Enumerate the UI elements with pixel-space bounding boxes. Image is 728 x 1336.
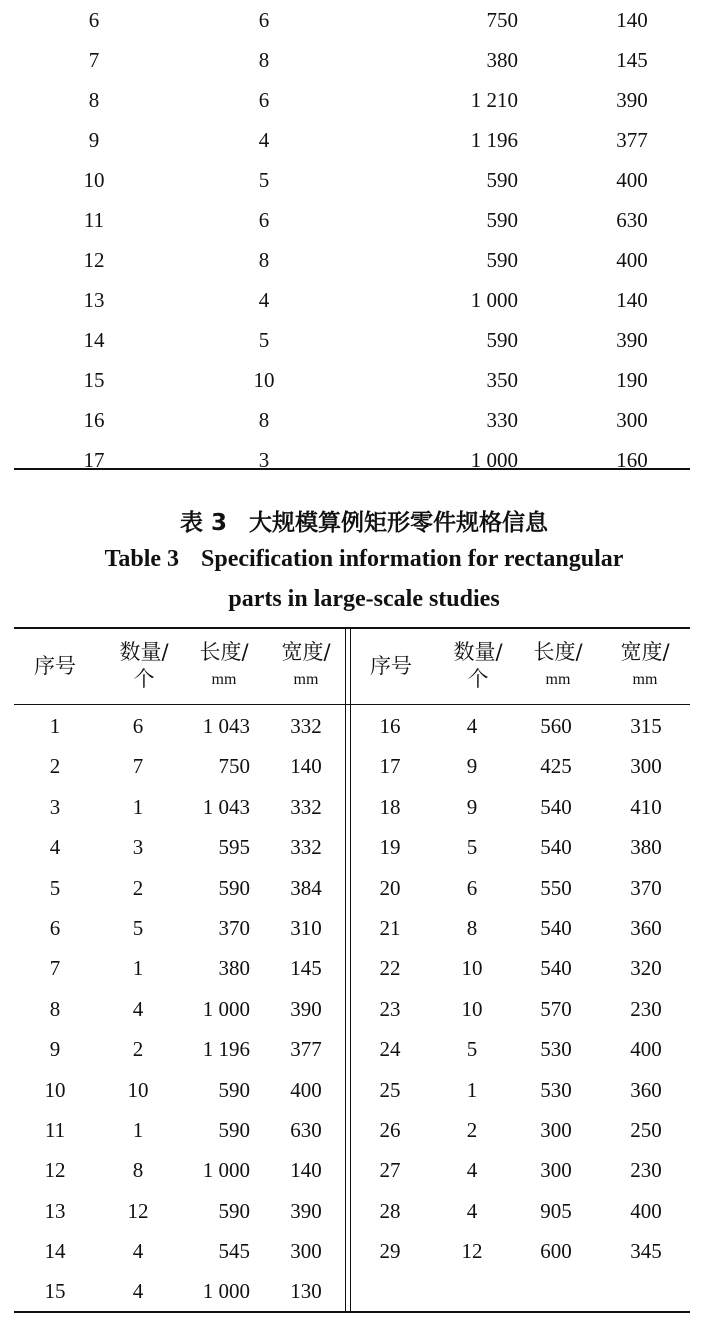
table-cell: 3 [258,447,270,472]
table-cell: 12 [83,247,105,272]
table-caption-english-line2 [0,586,728,613]
table-cell: 315 [630,714,662,738]
table-cell: 15 [44,1279,66,1304]
table-row [350,1110,690,1150]
table-cell: 8 [258,247,270,272]
table-cell: 6 [88,7,100,32]
header-quantity-unit: 个 [467,667,489,691]
table-cell: 8 [49,996,61,1021]
table-cell: 5 [258,327,270,352]
table-cell: 145 [616,47,648,72]
table-cell: 1 [49,714,61,738]
table-cell: 5 [258,167,270,192]
table-cell: 590 [486,167,518,192]
table-cell: 230 [630,1158,662,1183]
table-cell: 9 [49,1037,61,1062]
table-cell: 377 [290,1037,322,1062]
table-cell: 17 [83,447,105,472]
table-cell: 540 [540,915,572,940]
table-caption-chinese [0,504,728,537]
table-cell: 21 [379,915,401,940]
table-cell: 14 [83,327,105,352]
table-row [14,200,690,240]
table-cell: 10 [83,167,105,192]
table-cell: 330 [486,407,518,432]
table-cell: 23 [379,996,401,1021]
table-cell: 1 000 [470,447,518,472]
table-3 [14,627,690,1313]
header-index [22,653,88,680]
table-cell: 140 [290,1158,322,1183]
header-length [184,639,264,693]
table-cell: 545 [218,1239,250,1264]
table-cell: 332 [290,794,322,819]
table-cell: 9 [88,127,100,152]
table-row [350,1191,690,1231]
table-cell: 12 [127,1198,149,1223]
table-row [14,1110,345,1150]
table-cell: 400 [630,1037,662,1062]
table-cell: 10 [127,1077,149,1102]
table-cell: 5 [132,915,144,940]
table-cell: 6 [258,7,270,32]
table-cell: 390 [290,1198,322,1223]
table-cell: 590 [218,875,250,900]
table-cell: 4 [132,996,144,1021]
table-row [350,1150,690,1190]
table-row [350,827,690,867]
table-caption-english-line1 [0,546,728,573]
table-cell: 7 [88,47,100,72]
table-cell: 630 [616,207,648,232]
table-cell: 380 [218,956,250,981]
table-row [14,1231,345,1271]
table-row [14,827,345,867]
table-cell: 400 [616,247,648,272]
header-length-right [518,639,598,693]
table-cell: 6 [49,915,61,940]
table-row [14,120,690,160]
table-cell: 360 [630,1077,662,1102]
header-width-label: 宽度/ [620,640,670,664]
table-cell: 4 [466,1158,478,1183]
header-length-unit: mm [545,671,571,688]
table-cell: 530 [540,1077,572,1102]
table-row [14,0,690,40]
table-cell: 370 [630,875,662,900]
table-row [350,1029,690,1069]
table-cell: 4 [132,1279,144,1304]
table-cell: 300 [630,754,662,779]
table-cell: 2 [132,1037,144,1062]
header-quantity-label: 数量/ [453,640,503,664]
table-cell: 540 [540,956,572,981]
right-rows [350,706,690,1271]
table-cell: 12 [461,1239,483,1264]
table-cell: 230 [630,996,662,1021]
table-cell: 300 [290,1239,322,1264]
table-cell: 320 [630,956,662,981]
table-row [14,240,690,280]
table-cell: 595 [218,835,250,860]
table-cell: 6 [258,87,270,112]
header-width-label: 宽度/ [281,640,331,664]
table-label-chinese: 表 3 [179,510,227,536]
left-rows [14,706,345,1312]
table-row [14,400,690,440]
table-cell: 380 [630,835,662,860]
table-cell: 300 [540,1158,572,1183]
table-cell: 345 [630,1239,662,1264]
table-cell: 590 [218,1198,250,1223]
header-index-label: 序号 [34,654,76,678]
table-cell: 1 000 [202,1279,250,1304]
table-row [350,989,690,1029]
header-quantity-right [440,639,516,693]
table-cell: 630 [290,1117,322,1142]
table-row [350,868,690,908]
table-cell: 3 [49,794,61,819]
table-cell: 1 000 [202,1158,250,1183]
table-cell: 11 [44,1117,66,1142]
table-cell: 377 [616,127,648,152]
table-cell: 26 [379,1117,401,1142]
table-row [14,1271,345,1311]
table-cell: 3 [132,835,144,860]
header-quantity-unit: 个 [133,667,155,691]
header-width-right [602,639,688,693]
table-cell: 250 [630,1117,662,1142]
table-cell: 6 [466,875,478,900]
table-row [14,360,690,400]
table-cell: 360 [630,915,662,940]
table-cell: 590 [486,247,518,272]
table-cell: 410 [630,794,662,819]
table-top-rule [14,627,690,629]
table-cell: 1 196 [202,1037,250,1062]
table-cell: 390 [290,996,322,1021]
table-cell: 1 000 [470,287,518,312]
table-cell: 145 [290,956,322,981]
table-cell: 8 [88,87,100,112]
table-cell: 8 [132,1158,144,1183]
table-row [350,1231,690,1271]
table-cell: 140 [290,754,322,779]
table-cell: 10 [461,996,483,1021]
table-cell: 750 [218,754,250,779]
table-row [14,908,345,948]
table-cell: 550 [540,875,572,900]
table-cell: 16 [379,714,401,738]
table-cell: 140 [616,7,648,32]
table-label-english: Table 3 [104,546,180,572]
table-row [350,706,690,746]
header-length-unit: mm [211,671,237,688]
table-cell: 4 [466,1198,478,1223]
table-cell: 570 [540,996,572,1021]
table-cell: 8 [466,915,478,940]
table-cell: 750 [486,7,518,32]
table-cell: 560 [540,714,572,738]
table-cell: 140 [616,287,648,312]
table-cell: 370 [218,915,250,940]
table-cell: 380 [486,47,518,72]
table-cell: 540 [540,794,572,819]
table-row [14,746,345,786]
table-header-rule [14,704,690,705]
table-cell: 28 [379,1198,401,1223]
table-cell: 1 196 [470,127,518,152]
table-row [14,1070,345,1110]
table-cell: 7 [132,754,144,779]
table-cell: 590 [486,207,518,232]
table-title-english-line1: Specification information for rectangular [201,546,624,572]
table-cell: 332 [290,835,322,860]
continued-table [14,0,690,480]
table-cell: 4 [466,714,478,738]
table-cell: 160 [616,447,648,472]
table-row [14,868,345,908]
table-cell: 390 [616,87,648,112]
table-row [14,706,345,746]
table-cell: 10 [44,1077,66,1102]
table-cell: 4 [132,1239,144,1264]
table-cell: 5 [49,875,61,900]
table-cell: 310 [290,915,322,940]
header-width [268,639,344,693]
continued-table-body [14,0,690,480]
table-cell: 1 043 [202,714,250,738]
table-cell: 590 [218,1077,250,1102]
continued-table-bottom-rule [14,468,690,470]
table-cell: 332 [290,714,322,738]
table-cell: 4 [49,835,61,860]
table-cell: 22 [379,956,401,981]
table-cell: 10 [253,367,275,392]
table-cell: 600 [540,1239,572,1264]
table-cell: 29 [379,1239,401,1264]
table-row [350,908,690,948]
header-quantity [106,639,182,693]
header-quantity-label: 数量/ [119,640,169,664]
table-cell: 1 [132,1117,144,1142]
table-cell: 24 [379,1037,401,1062]
table-row [14,160,690,200]
table-cell: 18 [379,794,401,819]
table-cell: 15 [83,367,105,392]
table-title-chinese: 大规模算例矩形零件规格信息 [249,510,548,536]
table-cell: 2 [49,754,61,779]
table-cell: 5 [466,1037,478,1062]
table-cell: 6 [132,714,144,738]
table-cell: 190 [616,367,648,392]
table-cell: 10 [461,956,483,981]
table-cell: 1 [132,794,144,819]
table-cell: 7 [49,956,61,981]
table-cell: 25 [379,1077,401,1102]
table-cell: 540 [540,835,572,860]
table-cell: 5 [466,835,478,860]
table-cell: 4 [258,287,270,312]
table-cell: 530 [540,1037,572,1062]
header-width-unit: mm [632,671,658,688]
table-cell: 17 [379,754,401,779]
table-row [350,948,690,988]
table-cell: 1 [466,1077,478,1102]
table-cell: 400 [616,167,648,192]
table-row [14,80,690,120]
table-cell: 8 [258,407,270,432]
table-row [350,1070,690,1110]
table-cell: 27 [379,1158,401,1183]
table-title-english-line2: parts in large-scale studies [228,586,500,612]
table-cell: 350 [486,367,518,392]
header-index-label: 序号 [370,654,412,678]
table-cell: 2 [132,875,144,900]
header-length-label: 长度/ [199,640,249,664]
table-row [350,746,690,786]
table-cell: 384 [290,875,322,900]
table-cell: 19 [379,835,401,860]
table-cell: 14 [44,1239,66,1264]
table-row [14,948,345,988]
table-cell: 8 [258,47,270,72]
table-row [14,1029,345,1069]
table-cell: 9 [466,794,478,819]
table-row [14,1191,345,1231]
table-cell: 16 [83,407,105,432]
table-cell: 390 [616,327,648,352]
table-cell: 6 [258,207,270,232]
table-cell: 300 [616,407,648,432]
table-row [14,320,690,360]
table-cell: 9 [466,754,478,779]
table-cell: 1 043 [202,794,250,819]
table-row [14,989,345,1029]
table-cell: 905 [540,1198,572,1223]
table-cell: 12 [44,1158,66,1183]
table-cell: 400 [630,1198,662,1223]
table-cell: 1 000 [202,996,250,1021]
table-row [14,440,690,480]
table-cell: 130 [290,1279,322,1304]
table-cell: 300 [540,1117,572,1142]
table-row [350,787,690,827]
table-cell: 20 [379,875,401,900]
table-cell: 1 [132,956,144,981]
table-cell: 13 [83,287,105,312]
table-cell: 2 [466,1117,478,1142]
table-cell: 590 [218,1117,250,1142]
header-length-label: 长度/ [533,640,583,664]
table-row [14,40,690,80]
table-cell: 4 [258,127,270,152]
table-row [14,787,345,827]
table-cell: 400 [290,1077,322,1102]
table-row [14,280,690,320]
table-cell: 425 [540,754,572,779]
table-cell: 11 [83,207,105,232]
table-row [14,1150,345,1190]
header-width-unit: mm [293,671,319,688]
table-cell: 1 210 [470,87,518,112]
table-cell: 590 [486,327,518,352]
header-index-right [358,653,424,680]
table-cell: 13 [44,1198,66,1223]
